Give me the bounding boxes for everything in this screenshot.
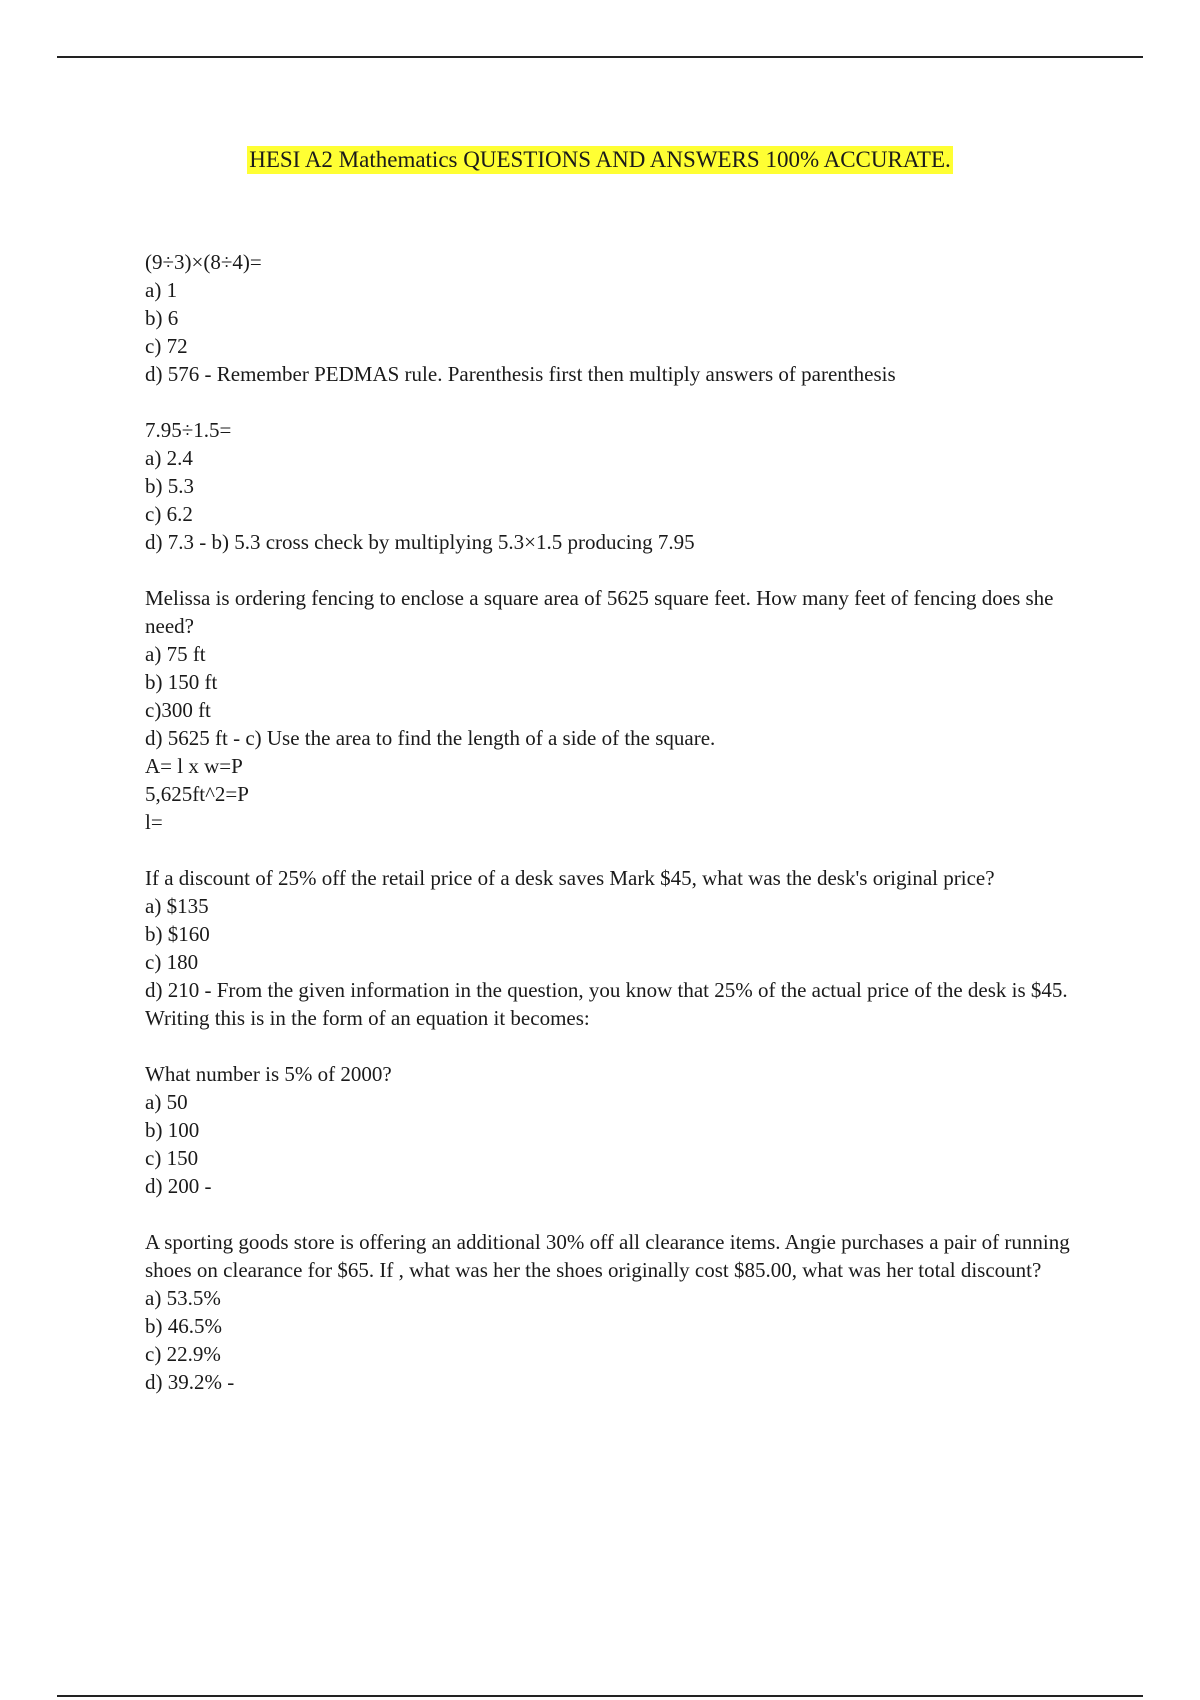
answer-option: c) 150 [145, 1146, 199, 1170]
question-block [145, 248, 1100, 388]
document-title: HESI A2 Mathematics QUESTIONS AND ANSWERS 100% ACCURATE. [249, 147, 951, 172]
answer-option: c) 72 [145, 334, 188, 358]
answer-option: a) 50 [145, 1090, 188, 1114]
answer-option: d) 5625 ft - c) Use the area to find the length of a side of the square. [145, 726, 716, 750]
answer-option: d) 210 - From the given information in the question, you know that 25% of the actual price of the desk is $45. Writing this is in the form of an equation it becomes: [145, 978, 1073, 1030]
answer-option: a) 53.5% [145, 1286, 221, 1310]
question-block [145, 864, 1100, 1032]
answer-option: a) $135 [145, 894, 209, 918]
answer-option: d) 200 - [145, 1174, 212, 1198]
question-text: If a discount of 25% off the retail price of a desk saves Mark $45, what was the desk's original price? [145, 866, 995, 890]
answer-option: c) 22.9% [145, 1342, 221, 1366]
answer-option: b) 150 ft [145, 670, 218, 694]
question-text: (9÷3)×(8÷4)= [145, 250, 262, 274]
explanation-line: A= l x w=P [145, 754, 243, 778]
answer-option: a) 75 ft [145, 642, 206, 666]
answer-option: c) 180 [145, 950, 199, 974]
answer-option: b) 6 [145, 306, 179, 330]
answer-option: c)300 ft [145, 698, 211, 722]
top-divider [57, 56, 1143, 58]
answer-option: b) $160 [145, 922, 210, 946]
question-text: 7.95÷1.5= [145, 418, 232, 442]
answer-option: b) 46.5% [145, 1314, 222, 1338]
explanation-line: 5,625ft^2=P [145, 782, 249, 806]
answer-option: b) 5.3 [145, 474, 194, 498]
question-block [145, 1228, 1100, 1396]
answer-option: c) 6.2 [145, 502, 193, 526]
question-text: A sporting goods store is offering an additional 30% off all clearance items. Angie purchases a pair of running shoes on clearance for $65. If , what was her the shoes originally cost $85.00, what was her total discount? [145, 1230, 1075, 1282]
answer-option: d) 39.2% - [145, 1370, 235, 1394]
answer-option: a) 1 [145, 278, 178, 302]
question-block [145, 1060, 1100, 1200]
question-block [145, 416, 1100, 556]
title-container [0, 146, 1200, 174]
bottom-divider [57, 1695, 1143, 1697]
answer-option: a) 2.4 [145, 446, 193, 470]
question-text: Melissa is ordering fencing to enclose a square area of 5625 square feet. How many feet of fencing does she need? [145, 586, 1059, 638]
explanation-line: l= [145, 810, 163, 834]
answer-option: d) 576 - Remember PEDMAS rule. Parenthesis first then multiply answers of parenthesis [145, 362, 896, 386]
question-text: What number is 5% of 2000? [145, 1062, 392, 1086]
question-list [145, 248, 1100, 1424]
answer-option: d) 7.3 - b) 5.3 cross check by multiplying 5.3×1.5 producing 7.95 [145, 530, 695, 554]
answer-option: b) 100 [145, 1118, 200, 1142]
question-block [145, 584, 1100, 836]
